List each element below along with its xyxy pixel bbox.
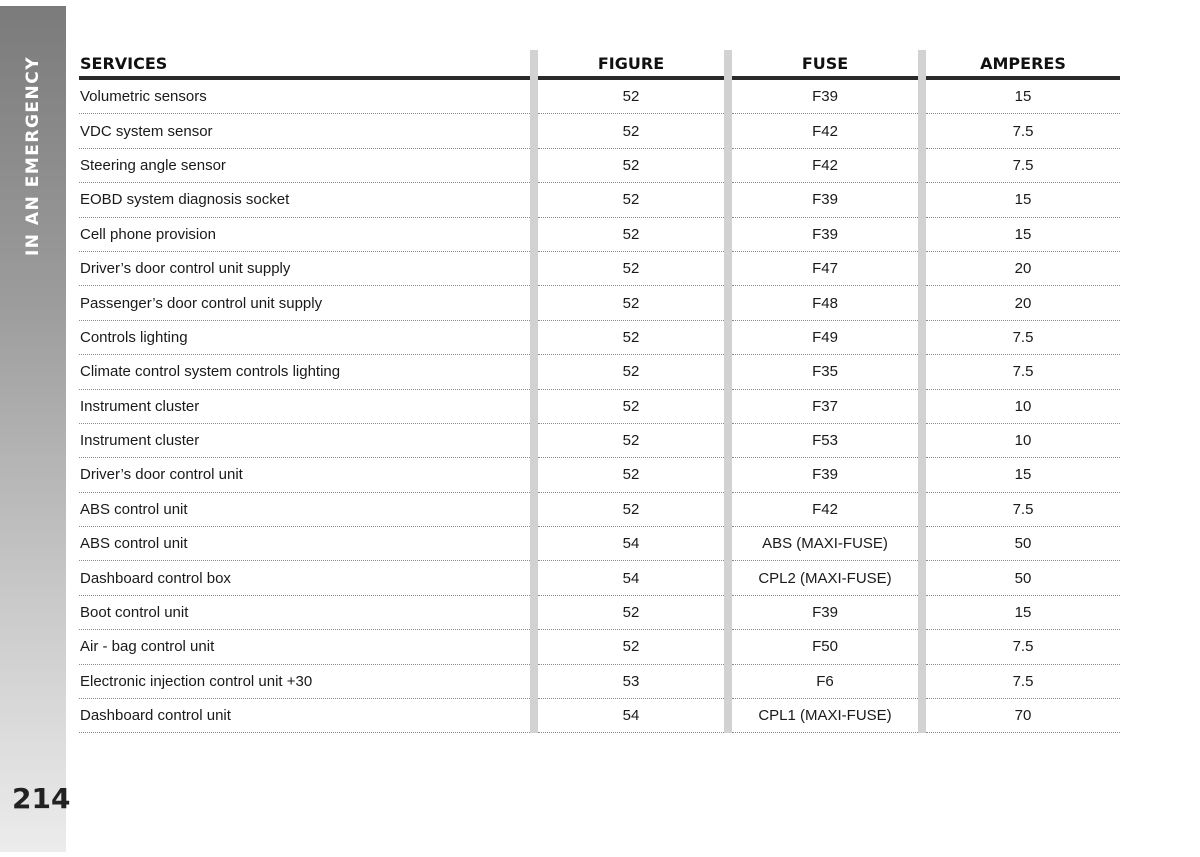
- amperes-cell: 15: [922, 595, 1120, 629]
- fuse-cell: ABS (MAXI-FUSE): [728, 527, 922, 561]
- service-cell: Boot control unit: [79, 595, 534, 629]
- figure-cell: 52: [534, 320, 728, 354]
- figure-cell: 52: [534, 217, 728, 251]
- table-row: [79, 320, 1120, 354]
- service-cell: Instrument cluster: [79, 389, 534, 423]
- section-side-tab: [0, 6, 66, 852]
- figure-cell: 52: [534, 458, 728, 492]
- amperes-cell: 50: [922, 561, 1120, 595]
- service-cell: Electronic injection control unit +30: [79, 664, 534, 698]
- amperes-cell: 7.5: [922, 664, 1120, 698]
- amperes-cell: 20: [922, 286, 1120, 320]
- service-cell: ABS control unit: [79, 492, 534, 526]
- figure-cell: 52: [534, 286, 728, 320]
- figure-cell: 52: [534, 251, 728, 285]
- table-row: [79, 355, 1120, 389]
- figure-cell: 52: [534, 595, 728, 629]
- table-row: [79, 217, 1120, 251]
- table-row: [79, 699, 1120, 733]
- amperes-cell: 70: [922, 699, 1120, 733]
- fuse-cell: F42: [728, 492, 922, 526]
- figure-cell: 54: [534, 561, 728, 595]
- fuse-cell: F42: [728, 114, 922, 148]
- table-row: [79, 630, 1120, 664]
- figure-cell: 54: [534, 699, 728, 733]
- amperes-cell: 10: [922, 389, 1120, 423]
- figure-cell: 52: [534, 114, 728, 148]
- fuse-cell: F6: [728, 664, 922, 698]
- figure-cell: 52: [534, 148, 728, 182]
- service-cell: Controls lighting: [79, 320, 534, 354]
- fuse-cell: F37: [728, 389, 922, 423]
- service-cell: Driver’s door control unit supply: [79, 251, 534, 285]
- service-cell: VDC system sensor: [79, 114, 534, 148]
- fuse-cell: F39: [728, 78, 922, 114]
- table-row: [79, 595, 1120, 629]
- fuse-cell: F39: [728, 458, 922, 492]
- fuse-cell: F48: [728, 286, 922, 320]
- table-row: [79, 389, 1120, 423]
- table-row: [79, 286, 1120, 320]
- section-title: IN AN EMERGENCY: [23, 55, 43, 257]
- amperes-cell: 20: [922, 251, 1120, 285]
- table-row: [79, 78, 1120, 114]
- table-header-row: [79, 50, 1120, 78]
- figure-cell: 52: [534, 492, 728, 526]
- amperes-cell: 7.5: [922, 114, 1120, 148]
- service-cell: Instrument cluster: [79, 423, 534, 457]
- amperes-cell: 7.5: [922, 630, 1120, 664]
- amperes-cell: 15: [922, 78, 1120, 114]
- fuse-table: [79, 50, 1120, 733]
- amperes-cell: 7.5: [922, 492, 1120, 526]
- fuse-cell: F53: [728, 423, 922, 457]
- fuse-table-container: [79, 50, 1120, 733]
- service-cell: Passenger’s door control unit supply: [79, 286, 534, 320]
- column-header-amperes: AMPERES: [922, 50, 1120, 78]
- service-cell: Dashboard control unit: [79, 699, 534, 733]
- amperes-cell: 10: [922, 423, 1120, 457]
- table-row: [79, 183, 1120, 217]
- service-cell: EOBD system diagnosis socket: [79, 183, 534, 217]
- fuse-cell: F47: [728, 251, 922, 285]
- table-row: [79, 458, 1120, 492]
- table-row: [79, 561, 1120, 595]
- table-row: [79, 423, 1120, 457]
- table-row: [79, 251, 1120, 285]
- figure-cell: 52: [534, 389, 728, 423]
- table-row: [79, 527, 1120, 561]
- fuse-cell: F42: [728, 148, 922, 182]
- amperes-cell: 15: [922, 183, 1120, 217]
- figure-cell: 52: [534, 183, 728, 217]
- service-cell: Volumetric sensors: [79, 78, 534, 114]
- table-row: [79, 114, 1120, 148]
- figure-cell: 52: [534, 78, 728, 114]
- amperes-cell: 50: [922, 527, 1120, 561]
- figure-cell: 52: [534, 630, 728, 664]
- fuse-cell: F50: [728, 630, 922, 664]
- fuse-cell: F39: [728, 183, 922, 217]
- table-row: [79, 148, 1120, 182]
- service-cell: Dashboard control box: [79, 561, 534, 595]
- fuse-cell: F49: [728, 320, 922, 354]
- fuse-cell: F39: [728, 595, 922, 629]
- column-header-fuse: FUSE: [728, 50, 922, 78]
- fuse-cell: CPL1 (MAXI-FUSE): [728, 699, 922, 733]
- figure-cell: 52: [534, 423, 728, 457]
- figure-cell: 54: [534, 527, 728, 561]
- fuse-cell: F35: [728, 355, 922, 389]
- table-row: [79, 664, 1120, 698]
- table-body: [79, 78, 1120, 733]
- fuse-cell: F39: [728, 217, 922, 251]
- amperes-cell: 15: [922, 458, 1120, 492]
- figure-cell: 53: [534, 664, 728, 698]
- page-number: 214: [12, 782, 71, 815]
- service-cell: Air - bag control unit: [79, 630, 534, 664]
- column-header-figure: FIGURE: [534, 50, 728, 78]
- figure-cell: 52: [534, 355, 728, 389]
- amperes-cell: 7.5: [922, 320, 1120, 354]
- amperes-cell: 7.5: [922, 355, 1120, 389]
- service-cell: ABS control unit: [79, 527, 534, 561]
- amperes-cell: 7.5: [922, 148, 1120, 182]
- service-cell: Climate control system controls lighting: [79, 355, 534, 389]
- column-header-services: SERVICES: [79, 50, 534, 78]
- table-row: [79, 492, 1120, 526]
- service-cell: Driver’s door control unit: [79, 458, 534, 492]
- service-cell: Cell phone provision: [79, 217, 534, 251]
- service-cell: Steering angle sensor: [79, 148, 534, 182]
- amperes-cell: 15: [922, 217, 1120, 251]
- fuse-cell: CPL2 (MAXI-FUSE): [728, 561, 922, 595]
